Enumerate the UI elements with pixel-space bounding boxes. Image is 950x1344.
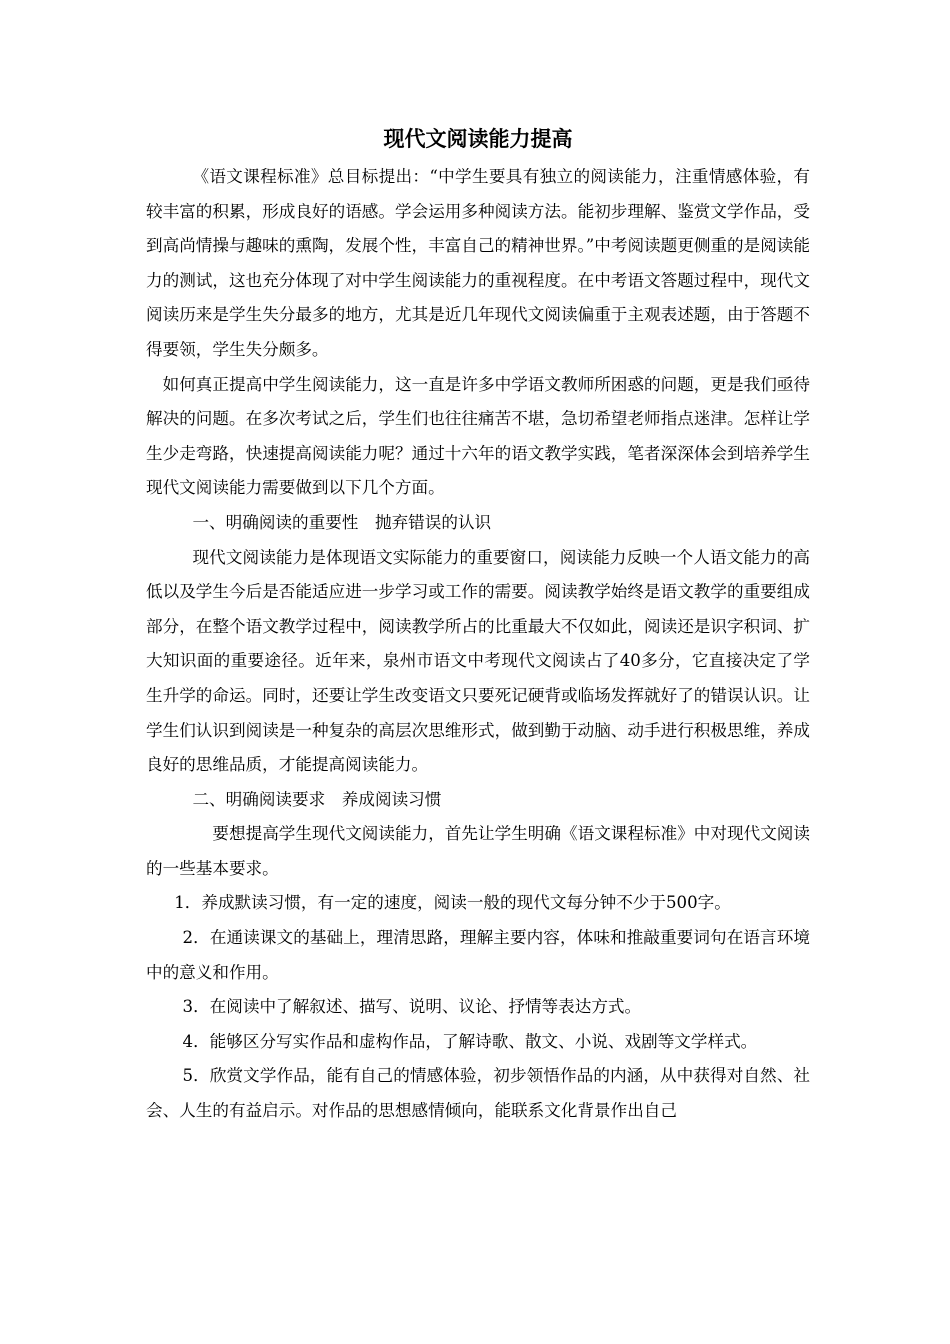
paragraph-question: 如何真正提高中学生阅读能力，这一直是许多中学语文教师所困惑的问题，更是我们亟待解决的问题。在多次考试之后，学生们也往往痛苦不堪，急切希望老师指点迷津。怎样让学生少走弯路，快速提高阅读能力呢？通过十六年的语文教学实践，笔者深深体会到培养学生现代文阅读能力需要做到以下几个方面。 <box>146 374 810 498</box>
list-item-3: 3．在阅读中了解叙述、描写、说明、议论、抒情等表达方式。 <box>182 997 642 1017</box>
list-item-2: 2．在通读课文的基础上，理清思路，理解主要内容，体味和推敲重要词句在语言环境中的意义和作用。 <box>146 928 810 982</box>
section-heading-2: 二、明确阅读要求 养成阅读习惯 <box>192 789 442 809</box>
document-title: 现代文阅读能力提高 <box>383 127 573 151</box>
paragraph-section-1: 现代文阅读能力是体现语文实际能力的重要窗口，阅读能力反映一个人语文能力的高低以及学生今后是否能适应进一步学习或工作的需要。阅读教学始终是语文教学的重要组成部分，在整个语文教学过程中，阅读教学所占的比重最大不仅如此，阅读还是识字积词、扩大知识面的重要途径。近年来，泉州市语文中考现代文阅读占了40多分，它直接决定了学生升学的命运。同时，还要让学生改变语文只要死记硬背或临场发挥就好了的错误认识。让学生们认识到阅读是一种复杂的高层次思维形式，做到勤于动脑、动手进行积极思维，养成良好的思维品质，才能提高阅读能力。 <box>146 547 810 775</box>
section-heading-1: 一、明确阅读的重要性 抛弃错误的认识 <box>192 512 492 532</box>
document-body <box>146 124 810 1129</box>
paragraph-intro: 《语文课程标准》总目标提出：“中学生要具有独立的阅读能力，注重情感体验，有较丰富的积累，形成良好的语感。学会运用多种阅读方法。能初步理解、鉴赏文学作品，受到高尚情操与趣味的熏陶，发展个性，丰富自己的精神世界。”中考阅读题更侧重的是阅读能力的测试，这也充分体现了对中学生阅读能力的重视程度。在中考语文答题过程中，现代文阅读历来是学生失分最多的地方，尤其是近几年现代文阅读偏重于主观表述题，由于答题不得要领，学生失分颇多。 <box>146 167 810 359</box>
list-item-1: 1．养成默读习惯，有一定的速度，阅读一般的现代文每分钟不少于500字。 <box>174 893 731 913</box>
list-item-5: 5．欣赏文学作品，能有自己的情感体验，初步领悟作品的内涵，从中获得对自然、社会、人生的有益启示。对作品的思想感情倾向，能联系文化背景作出自己 <box>146 1066 810 1121</box>
paragraph-section-2: 要想提高学生现代文阅读能力，首先让学生明确《语文课程标准》中对现代文阅读的一些基本要求。 <box>146 824 810 878</box>
list-item-4: 4．能够区分写实作品和虚构作品，了解诗歌、散文、小说、戏剧等文学样式。 <box>182 1031 758 1051</box>
